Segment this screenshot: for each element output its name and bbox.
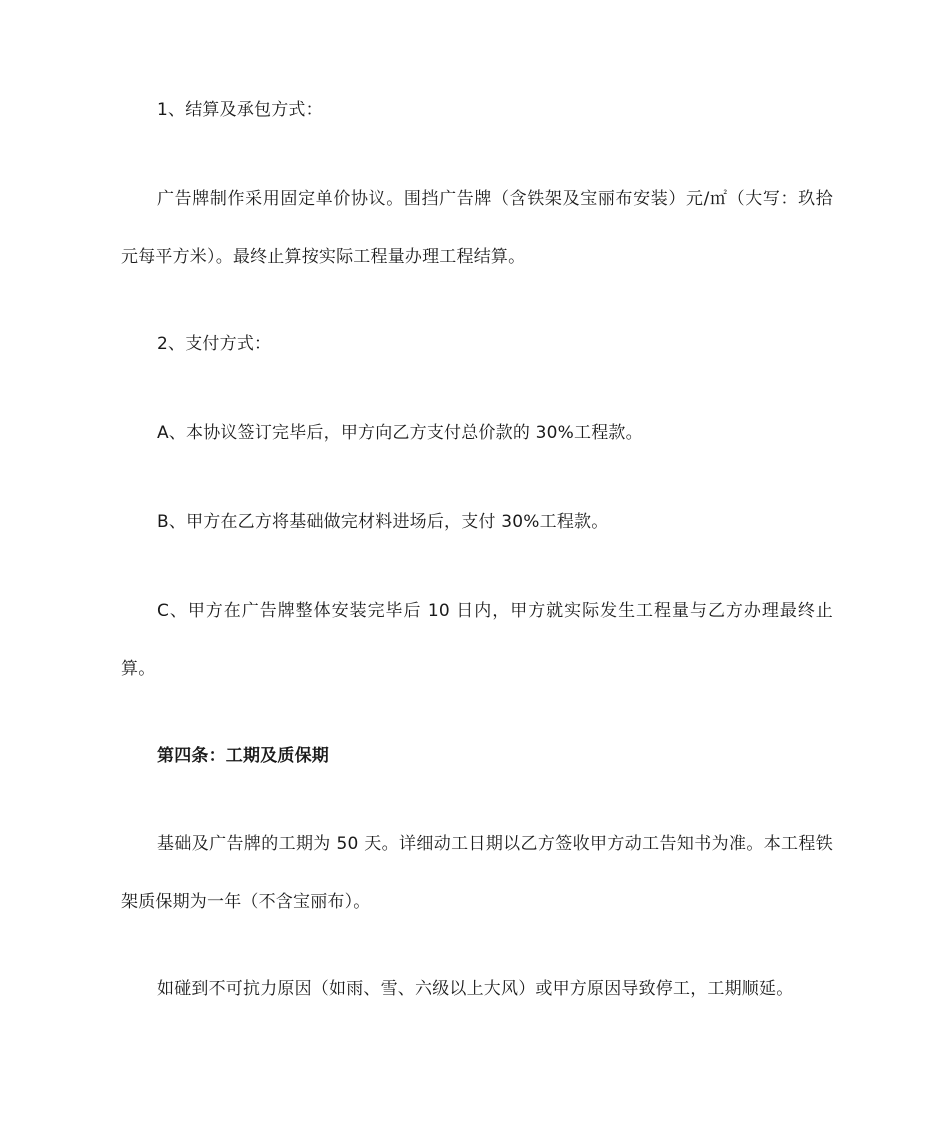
settlement-heading: 1、结算及承包方式： xyxy=(157,100,323,120)
delay-paragraph: 如碰到不可抗力原因（如雨、雪、六级以上大风）或甲方原因导致停工，工期顺延。 xyxy=(157,979,794,999)
article-four-heading: 第四条：工期及质保期 xyxy=(157,746,329,766)
settlement-paragraph: 广告牌制作采用固定单价协议。围挡广告牌（含铁架及宝丽布安装）元/㎡（大写：玖拾元每平方米）。最终止算按实际工程量办理工程结算。 xyxy=(121,189,833,267)
payment-item-c: C、甲方在广告牌整体安装完毕后 10 日内，甲方就实际发生工程量与乙方办理最终止算。 xyxy=(121,601,833,679)
schedule-paragraph: 基础及广告牌的工期为 50 天。详细动工日期以乙方签收甲方动工告知书为准。本工程铁架质保期为一年（不含宝丽布）。 xyxy=(121,834,833,912)
payment-item-a: A、本协议签订完毕后，甲方向乙方支付总价款的 30%工程款。 xyxy=(157,423,643,443)
payment-heading: 2、支付方式： xyxy=(157,334,272,354)
payment-item-b: B、甲方在乙方将基础做完材料进场后，支付 30%工程款。 xyxy=(157,512,609,532)
